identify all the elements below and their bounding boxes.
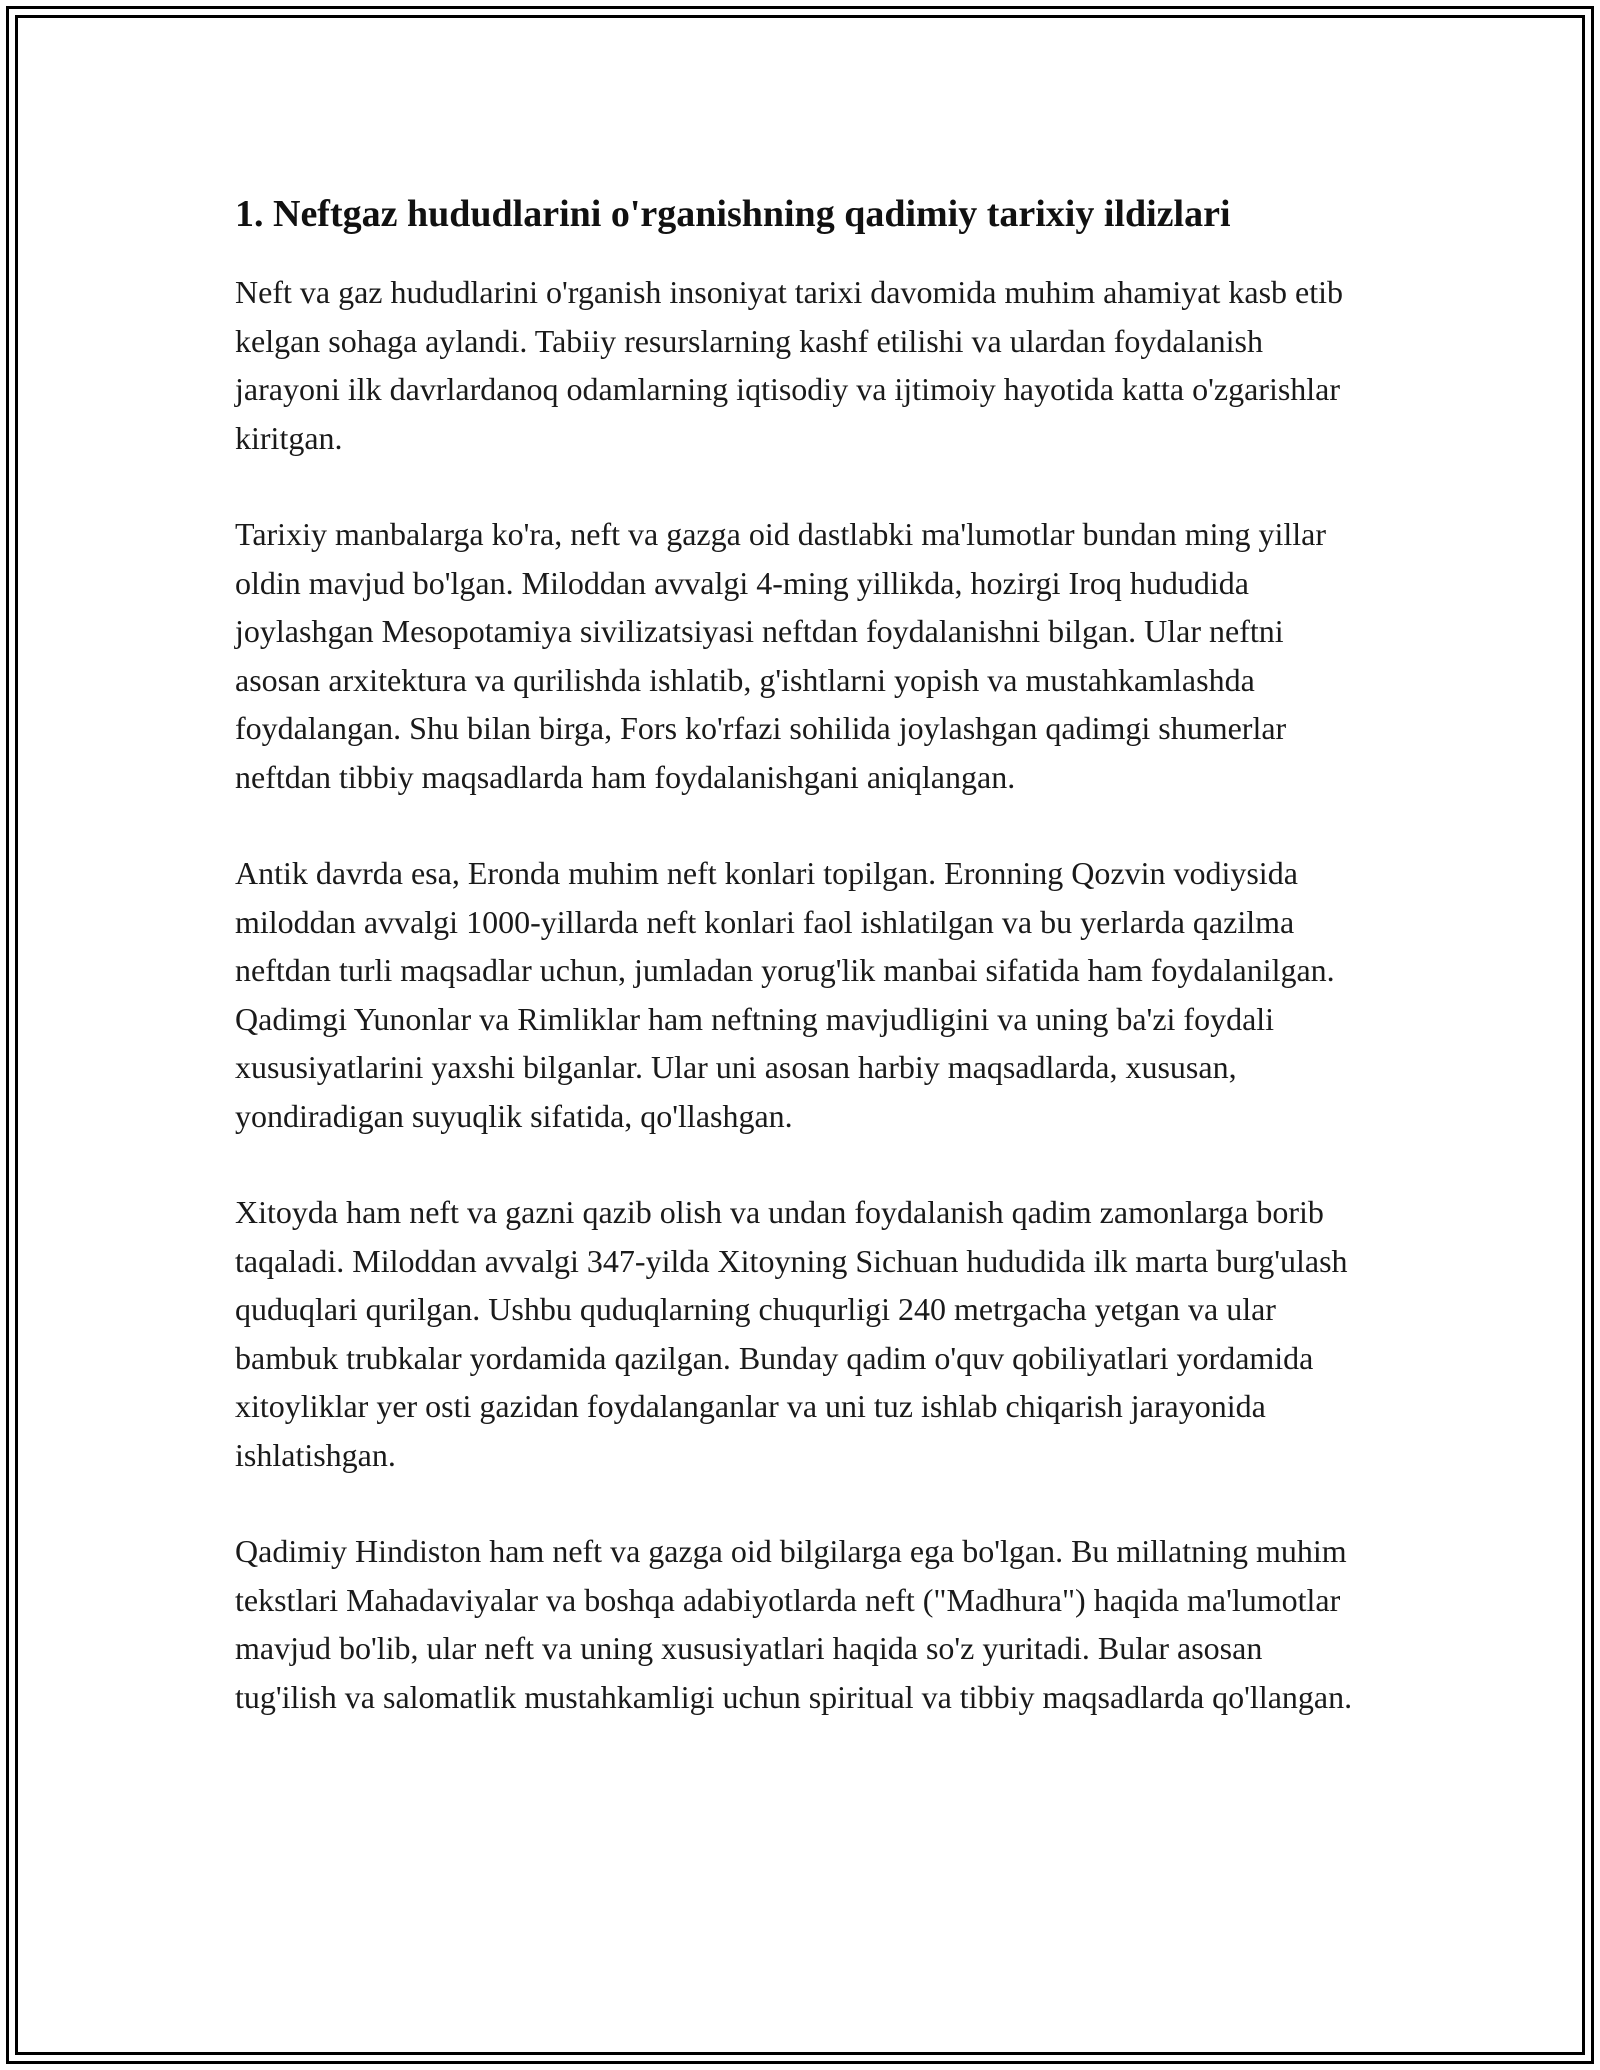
paragraph-mesopotamia: Tarixiy manbalarga ko'ra, neft va gazga oid dastlabki ma'lumotlar bundan ming yillar oldin mavjud bo'lgan. Miloddan avvalgi 4-ming yillikda, hozirgi Iroq hududida joylashgan Mesopotamiya sivilizatsiyasi neftdan foydalanishni bilgan. Ular neftni asosan arxitektura va qurilishda ishlatib, g'ishtlarni yopish va mustahkamlashda foydalangan. Shu bilan birga, Fors ko'rfazi sohilida joylashgan qadimgi shumerlar neftdan tibbiy maqsadlarda ham foydalanishgani aniqlangan. bbox=[235, 516, 1327, 795]
paragraph-india: Qadimiy Hindiston ham neft va gazga oid bilgilarga ega bo'lgan. Bu millatning muhim tekstlari Mahadaviyalar va boshqa adabiyotlarda neft ("Madhura") haqida ma'lumotlar mavjud bo'lib, ular neft va uning xususiyatlari haqida so'z yuritadi. Bular asosan tug'ilish va salomatlik mustahkamligi uchun spiritual va tibbiy maqsadlarda qo'llangan. bbox=[235, 1533, 1353, 1715]
document-body bbox=[235, 188, 1370, 1769]
paragraph-intro: Neft va gaz hududlarini o'rganish insoniyat tarixi davomida muhim ahamiyat kasb etib kelgan sohaga aylandi. Tabiiy resurslarning kashf etilishi va ulardan foydalanish jarayoni ilk davrlardanoq odamlarning iqtisodiy va ijtimoiy hayotida katta o'zgarishlar kiritgan. bbox=[235, 274, 1344, 456]
paragraph-iran-antiquity: Antik davrda esa, Eronda muhim neft konlari topilgan. Eronning Qozvin vodiysida miloddan avvalgi 1000-yillarda neft konlari faol ishlatilgan va bu yerlarda qazilma neftdan turli maqsadlar uchun, jumladan yorug'lik manbai sifatida ham foydalanilgan. Qadimgi Yunonlar va Rimliklar ham neftning mavjudligini va uning ba'zi foydali xususiyatlarini yaxshi bilganlar. Ular uni asosan harbiy maqsadlarda, xususan, yondiradigan suyuqlik sifatida, qo'llashgan. bbox=[235, 855, 1335, 1134]
section-heading: 1. Neftgaz hududlarini o'rganishning qadimiy tarixiy ildizlari bbox=[235, 193, 1231, 235]
paragraph-china: Xitoyda ham neft va gazni qazib olish va undan foydalanish qadim zamonlarga borib taqaladi. Miloddan avvalgi 347-yilda Xitoyning Sichuan hududida ilk marta burg'ulash quduqlari qurilgan. Ushbu quduqlarning chuqurligi 240 metrgacha yetgan va ular bambuk trubkalar yordamida qazilgan. Bunday qadim o'quv qobiliyatlari yordamida xitoyliklar yer osti gazidan foydalanganlar va uni tuz ishlab chiqarish jarayonida ishlatishgan. bbox=[235, 1194, 1348, 1473]
